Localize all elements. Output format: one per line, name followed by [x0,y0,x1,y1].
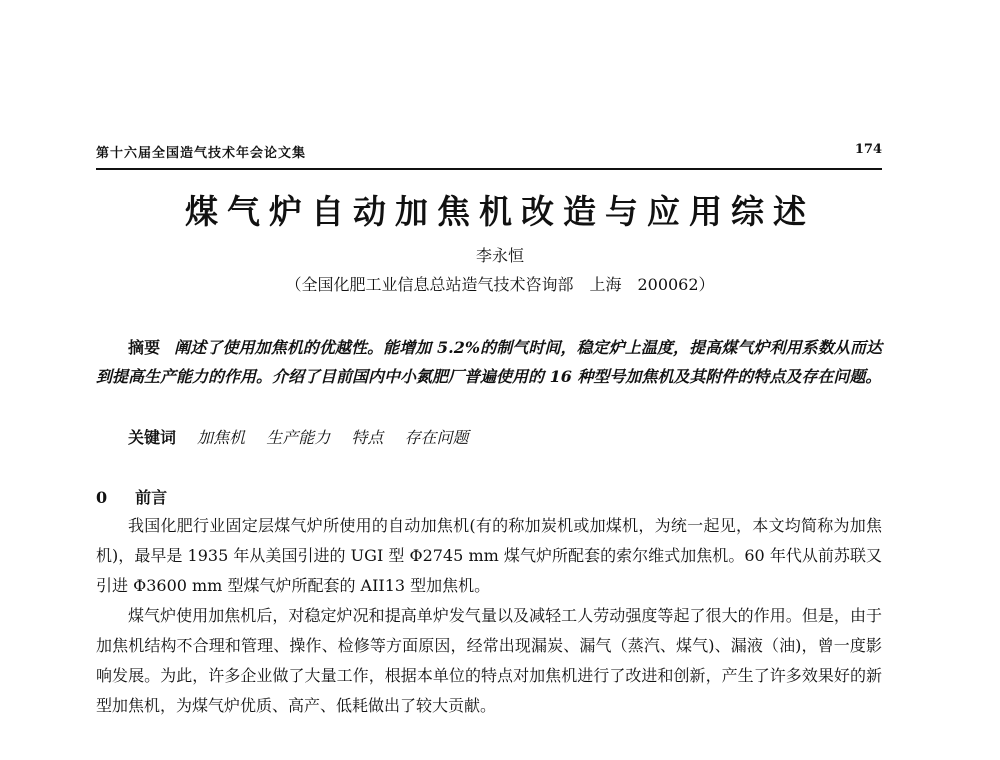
abstract-label: 摘要 [128,338,161,357]
keyword: 生产能力 [266,428,331,447]
section-title: 前言 [135,488,168,507]
keyword: 特点 [351,428,384,447]
author-name: 李永恒 [475,246,524,265]
journal-title: 第十六届全国造气技术年会论文集 [96,146,307,161]
abstract [96,333,882,391]
section-heading [96,485,167,508]
keyword: 存在问题 [404,428,469,447]
section-number: 0 [96,488,108,507]
body-paragraph: 我国化肥行业固定层煤气炉所使用的自动加焦机(有的称加炭机或加煤机，为统一起见，本文均简称为加焦机)，最早是 1935 年从美国引进的 UGI 型 Φ2745 mm 煤气炉所配套的索尔维式加焦机。60 年代从前苏联又引进 Φ3600 mm 型煤气炉所配套的 AII13 型加焦机。 [96,516,882,595]
paper-title: 煤气炉自动加焦机改造与应用综述 [185,192,815,231]
keywords-label: 关键词 [128,428,177,447]
running-header [96,140,882,170]
keywords [128,423,484,452]
keyword: 加焦机 [197,428,246,447]
abstract-text: 阐述了使用加焦机的优越性。能增加 5.2%的制气时间，稳定炉上温度，提高煤气炉利用系数从而达到提高生产能力的作用。介绍了目前国内中小氮肥厂普遍使用的 16 种型号加焦机及其附件的特点及存在问题。 [96,338,882,386]
author-affiliation: （全国化肥工业信息总站造气技术咨询部 上海 200062） [285,275,715,294]
page-number: 174 [854,142,882,157]
body-paragraph: 煤气炉使用加焦机后，对稳定炉况和提高单炉发气量以及减轻工人劳动强度等起了很大的作用。但是，由于加焦机结构不合理和管理、操作、检修等方面原因，经常出现漏炭、漏气（蒸汽、煤气)、漏液（油)，曾一度影响发展。为此，许多企业做了大量工作，根据本单位的特点对加焦机进行了改进和创新，产生了许多效果好的新型加焦机，为煤气炉优质、高产、低耗做出了较大贡献。 [96,606,882,715]
